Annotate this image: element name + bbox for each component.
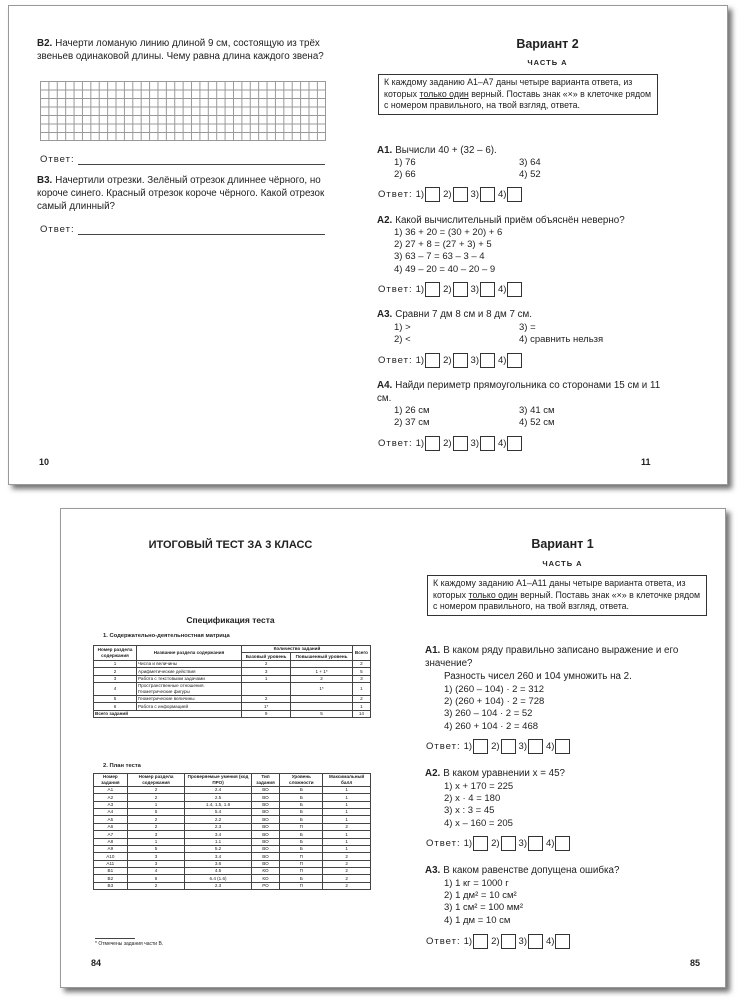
- answer-row-a3: Ответ: 1) 2) 3) 4): [426, 934, 573, 949]
- column-header: Максимальный балл: [323, 774, 371, 787]
- table-cell: 3: [242, 668, 291, 675]
- table-row: [94, 794, 371, 801]
- table-cell: [291, 695, 353, 702]
- answer-checkbox[interactable]: [425, 436, 440, 451]
- table-cell: 3: [127, 831, 185, 838]
- answer-checkbox[interactable]: [473, 836, 488, 851]
- table-cell: 4: [94, 682, 137, 695]
- table-cell: 1 + 1*: [291, 668, 353, 675]
- table-cell: 2: [127, 786, 185, 793]
- table-cell: Б: [280, 794, 323, 801]
- answer-checkbox[interactable]: [453, 187, 468, 202]
- table-cell: 3: [352, 675, 370, 682]
- book-spread-pages-10-11: [8, 5, 728, 485]
- answer-checkbox[interactable]: [480, 436, 495, 451]
- question-b3: В3. Начертили отрезки. Зелёный отрезок длиннее чёрного, но короче синего. Красный отрезок короче чёрного. Какой отрезок самый длинный?: [37, 175, 325, 213]
- answer-row-a1: Ответ: 1) 2) 3) 4): [426, 739, 573, 754]
- table-cell: 3: [127, 853, 185, 860]
- page-number: 84: [91, 958, 102, 968]
- table-row: [94, 801, 371, 808]
- table-cell: П: [280, 853, 323, 860]
- table-cell: 5: [127, 845, 185, 852]
- table-header-row: [94, 774, 371, 787]
- table-cell: 2: [127, 882, 185, 889]
- column-header: Тип задания: [251, 774, 280, 787]
- table-cell: ВО: [251, 831, 280, 838]
- table-cell: Работа с текстовыми задачами: [137, 675, 242, 682]
- table-cell: А10: [94, 853, 128, 860]
- table-cell: 2.2: [185, 816, 251, 823]
- answer-checkbox[interactable]: [507, 282, 522, 297]
- option: 1) 76: [394, 157, 416, 168]
- options-a2: [394, 227, 644, 276]
- table-cell: 5: [127, 809, 185, 816]
- table-row: [94, 868, 371, 875]
- options-a2: [444, 781, 694, 830]
- column-header: Уровень сложности: [280, 774, 323, 787]
- table-cell: Б: [280, 816, 323, 823]
- table-cell: 6: [127, 875, 185, 882]
- table-cell: 1: [323, 801, 371, 808]
- option: 4) 260 + 104 · 2 = 468: [444, 720, 539, 732]
- table-cell: Б: [280, 875, 323, 882]
- part-label: ЧАСТЬ А: [527, 58, 568, 67]
- book-spread-pages-84-85: [60, 508, 726, 988]
- table-cell: 2: [323, 853, 371, 860]
- table-cell: [291, 660, 353, 667]
- option: 1) >: [394, 322, 411, 333]
- page-number: 10: [39, 457, 50, 467]
- table-cell: РО: [251, 882, 280, 889]
- question-a2: А2. В каком уравнении x = 45?: [425, 768, 565, 779]
- option: 2) 1 дм² = 10 см²: [444, 890, 517, 902]
- table-cell: В1: [94, 868, 128, 875]
- options-a3: [444, 878, 694, 927]
- table-cell: 1.4, 1.5, 1.6: [185, 801, 251, 808]
- option: 4) 52: [519, 169, 541, 181]
- answer-row-a2: Ответ: 1) 2) 3) 4): [378, 282, 525, 297]
- variant-title: Вариант 2: [516, 37, 579, 51]
- question-a1: А1. В каком ряду правильно записано выражение и его значение?: [425, 645, 679, 670]
- table-cell: 1: [127, 801, 185, 808]
- page-85: [400, 509, 725, 987]
- answer-checkbox[interactable]: [480, 282, 495, 297]
- table-cell: 2: [323, 860, 371, 867]
- table-cell: Б: [280, 831, 323, 838]
- table-cell: 2.3: [185, 882, 251, 889]
- table-cell: П: [280, 868, 323, 875]
- table-cell: 2: [94, 668, 137, 675]
- table-cell: А3: [94, 801, 128, 808]
- table-row: [94, 838, 371, 845]
- table-cell: 2: [291, 675, 353, 682]
- table-cell: 3: [94, 675, 137, 682]
- table-cell: В3: [94, 882, 128, 889]
- answer-checkbox[interactable]: [528, 934, 543, 949]
- column-header: Номер задания: [94, 774, 128, 787]
- answer-checkbox[interactable]: [480, 353, 495, 368]
- table-cell: Работа с информацией: [137, 703, 242, 710]
- answer-checkbox[interactable]: [501, 836, 516, 851]
- table-cell: Б: [280, 845, 323, 852]
- option: 4) x – 160 = 205: [444, 817, 513, 829]
- table-cell: 2: [127, 816, 185, 823]
- page-10: [9, 6, 368, 484]
- question-b2: В2. Начерти ломаную линию длиной 9 см, состоящую из трёх звеньев одинаковой длины. Чему равна длина каждого звена?: [37, 38, 324, 63]
- plan-title: 2. План теста: [103, 763, 141, 769]
- table-cell: Геометрические величины: [137, 695, 242, 702]
- table-cell: ВО: [251, 838, 280, 845]
- option: 1) (260 – 104) · 2 = 312: [444, 684, 545, 695]
- spec-title: Спецификация теста: [186, 615, 275, 625]
- table-cell: ВО: [251, 860, 280, 867]
- answer-checkbox[interactable]: [507, 187, 522, 202]
- answer-checkbox[interactable]: [528, 836, 543, 851]
- option: 3) 64: [519, 157, 541, 168]
- option: 4) 49 – 20 = 40 – 20 – 9: [394, 263, 496, 275]
- table-cell: 1*: [291, 682, 353, 695]
- table-cell: А9: [94, 845, 128, 852]
- table-cell: ВО: [251, 809, 280, 816]
- options-a4: [394, 405, 644, 429]
- table-row: [94, 823, 371, 830]
- table-cell: 2: [242, 695, 291, 702]
- table-row: [94, 831, 371, 838]
- options-a1: [444, 684, 694, 733]
- table-row: [94, 816, 371, 823]
- option: 1) 26 см: [394, 405, 430, 416]
- answer-checkbox[interactable]: [453, 282, 468, 297]
- question-a3: А3. В каком равенстве допущена ошибка?: [425, 865, 620, 876]
- table-cell: 3: [127, 860, 185, 867]
- page-84: [61, 509, 400, 987]
- table-cell: 2: [323, 882, 371, 889]
- table-cell: [291, 703, 353, 710]
- answer-row-a4: Ответ: 1) 2) 3) 4): [378, 436, 525, 451]
- table-cell: Пространственные отношения. Геометрические фигуры: [137, 682, 242, 695]
- table-cell: 1*: [242, 703, 291, 710]
- table-cell: 2.5: [185, 794, 251, 801]
- answer-checkbox[interactable]: [501, 739, 516, 754]
- page-number: 11: [641, 457, 651, 467]
- answer-input-b2[interactable]: [78, 155, 325, 165]
- answer-input-b3[interactable]: [78, 225, 325, 235]
- content-matrix-table: Номер раздела содержания Название раздела содержания Количество заданий Всего Базовый уровень Повышенный уровень 1 Числа и величины 2 2 2 Арифметические действия 3 1 + 1* 5 3 Работа с текстовыми задачами 1 2 3 4 Пространственные отношения. Геометрические фигуры 1* 1 5 Геометрические величины 2 2 6 Работа с информацией 1* 1 Всего заданий 9 5 14: [93, 645, 371, 718]
- question-a1: А1. Вычисли 40 + (32 – 6).: [377, 145, 497, 156]
- answer-checkbox[interactable]: [480, 187, 495, 202]
- table-cell: Б: [280, 801, 323, 808]
- table-cell: 2: [242, 660, 291, 667]
- table-row: [94, 809, 371, 816]
- table-cell: ВО: [251, 786, 280, 793]
- answer-checkbox[interactable]: [453, 436, 468, 451]
- options-a3: [394, 322, 644, 346]
- table-cell: 2: [352, 695, 370, 702]
- option: 3) 1 см² = 100 мм²: [444, 902, 523, 914]
- table-cell: 2.3: [185, 823, 251, 830]
- option: 2) 27 + 8 = (27 + 3) + 5: [394, 239, 492, 251]
- table-cell: ВО: [251, 794, 280, 801]
- table-row: [94, 703, 371, 710]
- table-cell: Б: [280, 786, 323, 793]
- answer-checkbox[interactable]: [555, 836, 570, 851]
- table-row: [94, 786, 371, 793]
- table-cell: 1: [352, 703, 370, 710]
- option: 2) x · 4 = 180: [444, 793, 501, 805]
- option: 3) x : 3 = 45: [444, 805, 495, 817]
- page-number: 85: [690, 958, 701, 968]
- option: 1) 36 + 20 = (30 + 20) + 6: [394, 227, 503, 238]
- table-cell: В2: [94, 875, 128, 882]
- table-cell: [242, 682, 291, 695]
- table-cell: П: [280, 823, 323, 830]
- table-cell: 1: [323, 786, 371, 793]
- table-cell: 5: [94, 695, 137, 702]
- table-cell: ВО: [251, 816, 280, 823]
- table-cell: 1: [323, 794, 371, 801]
- options-a1: [394, 157, 644, 181]
- table-cell: 1: [323, 816, 371, 823]
- table-cell: 4: [127, 868, 185, 875]
- table-cell: 4.5: [185, 868, 251, 875]
- column-header: Номер раздела содержания: [127, 774, 185, 787]
- table-cell: 2: [323, 875, 371, 882]
- answer-checkbox[interactable]: [528, 739, 543, 754]
- table-row: [94, 882, 371, 889]
- option: 2) <: [394, 334, 411, 346]
- table-cell: А6: [94, 823, 128, 830]
- table-row: [94, 695, 371, 702]
- question-a4: А4. Найди периметр прямоугольника со сторонами 15 см и 11 см.: [377, 380, 661, 405]
- drawing-grid[interactable]: [40, 81, 326, 141]
- table-cell: 2: [323, 823, 371, 830]
- answer-checkbox[interactable]: [507, 353, 522, 368]
- test-plan-table: [93, 773, 371, 890]
- answer-line-b3: Ответ:: [40, 224, 325, 235]
- answer-row-a3: Ответ: 1) 2) 3) 4): [378, 353, 525, 368]
- table-cell: А11: [94, 860, 128, 867]
- table-cell: 3.6: [185, 860, 251, 867]
- table-cell: 3.4: [185, 831, 251, 838]
- matrix-title: 1. Содержательно-деятельностная матрица: [103, 633, 230, 639]
- table-row: [94, 668, 371, 675]
- table-row: [94, 845, 371, 852]
- table-cell: 1: [242, 675, 291, 682]
- answer-checkbox[interactable]: [501, 934, 516, 949]
- table-cell: 1: [94, 660, 137, 667]
- table-cell: 1: [323, 838, 371, 845]
- variant-title: Вариант 1: [531, 537, 594, 551]
- table-cell: 2.4: [185, 786, 251, 793]
- answer-row-a2: Ответ: 1) 2) 3) 4): [426, 836, 573, 851]
- instruction-box: К каждому заданию А1–А11 даны четыре варианта ответа, из которых только один верный. Поставь знак «×» в клеточке рядом с номером правильного, на твой взгляд, ответа.: [427, 575, 707, 616]
- table-cell: 1.1: [185, 838, 251, 845]
- option: 3) 41 см: [519, 405, 555, 416]
- table-cell: 1: [323, 831, 371, 838]
- table-cell: Б: [280, 838, 323, 845]
- table-row: [94, 853, 371, 860]
- table-cell: А7: [94, 831, 128, 838]
- part-label: ЧАСТЬ А: [542, 559, 583, 568]
- table-cell: 2: [323, 868, 371, 875]
- table-cell: 1: [352, 682, 370, 695]
- answer-checkbox[interactable]: [473, 739, 488, 754]
- table-cell: А5: [94, 816, 128, 823]
- table-cell: КО: [251, 868, 280, 875]
- option: 2) 66: [394, 169, 416, 181]
- table-cell: Б: [280, 809, 323, 816]
- question-text: Начертили отрезки. Зелёный отрезок длиннее чёрного, но короче синего. Красный отрезок короче чёрного. Какой отрезок самый длинный?: [37, 175, 325, 213]
- question-text: Начерти ломаную линию длиной 9 см, состоящую из трёх звеньев одинаковой длины. Чему равна длина каждого звена?: [37, 38, 324, 63]
- table-cell: 1: [323, 845, 371, 852]
- table-cell: А2: [94, 794, 128, 801]
- table-cell: 2: [127, 823, 185, 830]
- footnote: * Отмечены задания части В.: [95, 941, 164, 947]
- question-a2: А2. Какой вычислительный приём объяснён неверно?: [377, 215, 625, 226]
- table-cell: 3.4: [185, 853, 251, 860]
- table-cell: 5.2: [185, 845, 251, 852]
- table-row: [94, 682, 371, 695]
- answer-checkbox[interactable]: [555, 934, 570, 949]
- answer-checkbox[interactable]: [473, 934, 488, 949]
- answer-checkbox[interactable]: [425, 187, 440, 202]
- option: 2) (260 + 104) · 2 = 728: [444, 696, 545, 708]
- table-row: [94, 675, 371, 682]
- table-cell: А1: [94, 786, 128, 793]
- table-cell: ВО: [251, 801, 280, 808]
- table-cell: ВО: [251, 823, 280, 830]
- test-title: ИТОГОВЫЙ ТЕСТ ЗА 3 КЛАСС: [148, 539, 313, 551]
- option: 4) 1 дм = 10 см: [444, 914, 511, 926]
- answer-line-b2: Ответ:: [40, 154, 325, 165]
- answer-checkbox[interactable]: [425, 282, 440, 297]
- table-cell: 1: [323, 809, 371, 816]
- answer-checkbox[interactable]: [425, 353, 440, 368]
- option: 3) 63 – 7 = 63 – 3 – 4: [394, 251, 485, 263]
- table-cell: ВО: [251, 845, 280, 852]
- table-row: [94, 860, 371, 867]
- table-cell: П: [280, 860, 323, 867]
- option: 1) 1 кг = 1000 г: [444, 878, 509, 889]
- table-cell: 6: [94, 703, 137, 710]
- option: 4) 52 см: [519, 417, 555, 429]
- footnote-divider: [95, 938, 135, 939]
- answer-row-a1: Ответ: 1) 2) 3) 4): [378, 187, 525, 202]
- answer-checkbox[interactable]: [453, 353, 468, 368]
- table-cell: 5: [352, 668, 370, 675]
- option: 1) x + 170 = 225: [444, 781, 514, 792]
- option: 4) сравнить нельзя: [519, 334, 604, 346]
- table-cell: А4: [94, 809, 128, 816]
- page-11: [368, 6, 727, 484]
- question-a1-condition: Разность чисел 260 и 104 умножить на 2.: [444, 671, 632, 682]
- option: 3) =: [519, 322, 536, 333]
- column-header: Проверяемые умения (код ПРО): [185, 774, 251, 787]
- table-cell: 1: [127, 838, 185, 845]
- answer-checkbox[interactable]: [555, 739, 570, 754]
- table-row: Всего заданий 9 5 14: [94, 710, 371, 717]
- table-cell: 5.4: [185, 809, 251, 816]
- table-cell: 6.4 (1.6): [185, 875, 251, 882]
- table-cell: ВО: [251, 853, 280, 860]
- table-row: [94, 660, 371, 667]
- instruction-box: К каждому заданию А1–А7 даны четыре варианта ответа, из которых только один верный. Поставь знак «×» в клеточке рядом с номером правильного, на твой взгляд, ответа.: [378, 74, 658, 115]
- table-cell: П: [280, 882, 323, 889]
- option: 3) 260 – 104 · 2 = 52: [444, 708, 533, 720]
- table-cell: КО: [251, 875, 280, 882]
- table-row: [94, 875, 371, 882]
- answer-checkbox[interactable]: [507, 436, 522, 451]
- table-cell: Арифметические действия: [137, 668, 242, 675]
- table-cell: Числа и величины: [137, 660, 242, 667]
- table-cell: 2: [127, 794, 185, 801]
- table-cell: А8: [94, 838, 128, 845]
- table-cell: 2: [352, 660, 370, 667]
- option: 2) 37 см: [394, 417, 430, 429]
- question-a3: А3. Сравни 7 дм 8 см и 8 дм 7 см.: [377, 309, 532, 320]
